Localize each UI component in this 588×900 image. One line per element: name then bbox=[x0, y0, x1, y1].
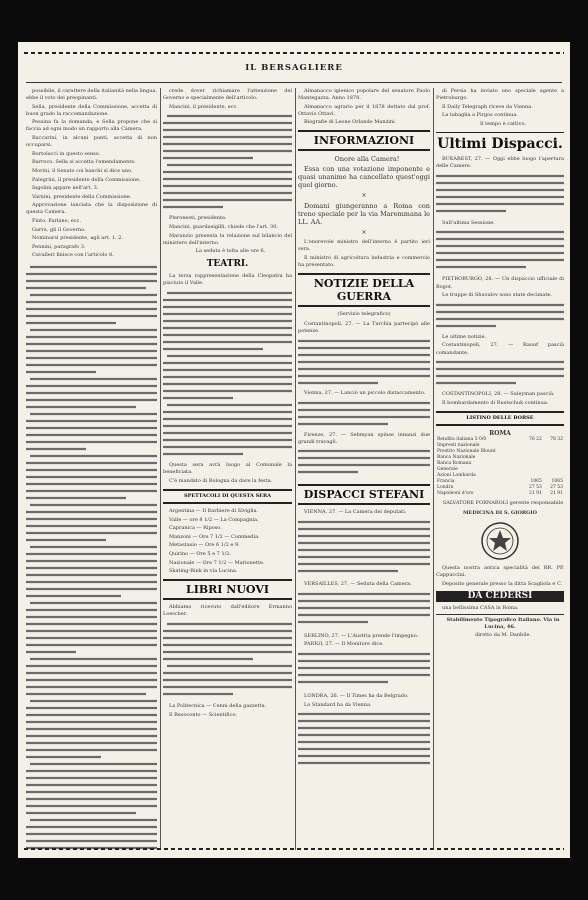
table-cell: 78 32 bbox=[550, 437, 563, 443]
table-cell: 27 53 bbox=[529, 485, 542, 491]
paragraph: COSTANTINOPOLI, 28. — Suleyman pascià. bbox=[442, 391, 555, 398]
body-text-lines bbox=[298, 650, 430, 690]
body-text-lines bbox=[436, 358, 564, 388]
show-item: Argentina — Il Barbiere di Siviglia. bbox=[169, 508, 259, 514]
paragraph: di Persia ha inviato uno speciale agente a Pietroburgo. bbox=[436, 88, 564, 102]
paragraph: C'è mandato di Bologna da dare la festa. bbox=[169, 477, 273, 484]
paragraph: Maranzio presenta la relazione sul bilancio del ministero dell'interno. bbox=[163, 232, 292, 246]
body-text-lines bbox=[298, 518, 430, 578]
shows-heading: SPETTACOLI DI QUESTA SERA bbox=[163, 489, 292, 504]
war-news-subtitle: (Servizio telegrafico) bbox=[337, 311, 391, 318]
paragraph: Vienna, 27. — Lanciò un piccolo distaccamento. bbox=[304, 389, 426, 396]
paragraph: Mancini, il presidente, ecc. bbox=[169, 103, 238, 110]
table-cell: Prestito Nazionale Blount bbox=[437, 449, 496, 455]
paragraph: Lo Standard ha da Vienna. bbox=[304, 701, 372, 708]
perforation-edge bbox=[24, 844, 564, 854]
paragraph: Questa sera avrà luogo al Comunale la beneficiata. bbox=[163, 462, 292, 476]
separator: × bbox=[361, 229, 367, 237]
paragraph: Questa nostra antica specialità dei RR. PP. Cappuccini. bbox=[436, 565, 564, 579]
table-cell: 76 22 bbox=[529, 437, 542, 443]
table-cell: Rendita italiana 5 0/0 bbox=[437, 437, 487, 443]
masthead bbox=[18, 60, 570, 78]
body-text-lines bbox=[26, 263, 157, 850]
paragraph: Barroco. Sella si accetta l'emendamento. bbox=[32, 159, 136, 166]
table-cell: Impresti nazionale bbox=[437, 443, 480, 449]
masthead-title: IL BERSAGLIERE bbox=[245, 63, 343, 73]
show-item: Skating-Rink in via Lucina. bbox=[169, 568, 238, 575]
paragraph: Pennini, paragrafo 3. bbox=[32, 243, 86, 250]
show-item: Valle — ore 8 1/2 — La Compagnia. bbox=[169, 516, 259, 523]
body-text-lines bbox=[163, 112, 292, 212]
table-cell: Francia bbox=[437, 479, 455, 485]
paragraph: Costantinopoli, 27. — Raouf pascià comandante. bbox=[436, 342, 564, 356]
body-text-lines bbox=[298, 337, 430, 387]
show-item: Manzoni — Ore 7 1/2 — Commedia. bbox=[169, 533, 260, 540]
show-item: Nazionale — Ore 7 1/2 — Marionette. bbox=[169, 559, 265, 566]
paragraph: BUKAREST, 27. — Oggi ebbe luogo l'apertura delle Camere. bbox=[436, 155, 564, 170]
information-heading: INFORMAZIONI bbox=[298, 130, 430, 151]
table-cell: 27 53 bbox=[550, 485, 563, 491]
rent-heading: DA CEDERSI bbox=[436, 591, 564, 602]
paragraph: VERSAILLES, 27. — Seduta della Camera. bbox=[304, 581, 412, 588]
exchange-table bbox=[436, 437, 564, 497]
lead-paragraph: Domani giungeranno a Roma con treno speciale per la via Maremmana le LL. AA. bbox=[298, 202, 430, 227]
paragraph: Almanacco igienico popolare del senatore Paolo Mantegazza. Anno 1878. bbox=[298, 88, 430, 102]
paragraph: Costantinopoli, 27. — La Turchia partecipò alle potenze. bbox=[298, 321, 430, 335]
paragraph: Sella, presidente della Commissione, accetta di buon grado la raccomandazione. bbox=[26, 103, 157, 117]
lead-paragraph: Essa con una votazione imponente e quasi unanime ha cancellato quest'oggi quel giorno. bbox=[298, 164, 430, 189]
paragraph: Nominarsi presidente, agli art. 1. 2. bbox=[32, 235, 123, 242]
body-text-lines bbox=[298, 710, 430, 770]
paragraph: Il Resoconto — Scientifico. bbox=[169, 711, 237, 718]
paragraph: Pleronesti, presidente. bbox=[169, 215, 227, 222]
paragraph: LONDRA, 26. — Il Times ha da Belgrado. bbox=[304, 693, 409, 700]
paragraph: Bortolacci in questo senso. bbox=[32, 150, 101, 157]
show-item: Quirino — Ore 5 e 7 1/2. bbox=[169, 550, 232, 557]
table-cell: Generale bbox=[437, 467, 458, 473]
printer-line: Stabilimento Tipografico Italiano. Via in Lucina, 46. bbox=[436, 614, 564, 631]
body-text-lines bbox=[436, 228, 564, 273]
body-text-lines bbox=[298, 447, 430, 477]
table-cell: 21 91 bbox=[550, 491, 563, 497]
table-cell: 21 91 bbox=[529, 491, 542, 497]
paragraph: Mancini, guardasigilli, chiede che l'art. 30. bbox=[169, 223, 279, 230]
table-cell: 1065 bbox=[530, 479, 542, 485]
table-row bbox=[436, 491, 564, 497]
column-rule bbox=[160, 88, 161, 850]
stefani-dispatches-heading: DISPACCI STEFANI bbox=[298, 484, 430, 505]
paragraph: Ingolini appare nell'art. 3. bbox=[32, 185, 99, 192]
table-cell: Azioni Lombarda bbox=[437, 473, 476, 479]
seal-icon bbox=[480, 521, 520, 561]
paragraph: PARIGI, 27. — Il Monitore dice. bbox=[304, 641, 384, 648]
paragraph: Il bombardamento di Rustschuk continua. bbox=[442, 399, 549, 406]
paragraph: crede dover richiamare l'attenzione del Governo e specialmente dell'articolo. bbox=[163, 88, 292, 102]
paragraph: La tabaglia a Pirgos continua. bbox=[442, 112, 518, 119]
manager-line: SALVATORE FORNAROLI gerente responsabile bbox=[442, 500, 564, 507]
paragraph: Approvazione lanciata che la disposizione di questa Camera. bbox=[26, 202, 157, 216]
theatre-heading: TEATRI. bbox=[206, 259, 249, 270]
column-2 bbox=[163, 88, 292, 850]
paragraph: Palegrini, il presidente della Commissione. bbox=[32, 176, 141, 183]
paragraph: Abbiamo ricevuto dall'editore Ermanno Loescher. bbox=[163, 604, 292, 618]
table-cell: Banca Nazionale bbox=[437, 455, 476, 461]
paragraph: Le ultime notizie. bbox=[442, 333, 487, 340]
column-4 bbox=[436, 88, 564, 850]
war-news-heading: NOTIZIE DELLA GUERRA bbox=[298, 273, 430, 307]
paragraph: Sull'ultima Sessione. bbox=[442, 219, 495, 226]
exchange-city: ROMA bbox=[489, 429, 511, 437]
latest-dispatches-heading: Ultimi Dispacci. bbox=[436, 132, 564, 153]
paragraph: La terza rappresentazione della Cleopatra ha piaciuto il Valle. bbox=[163, 273, 292, 287]
perforation-edge bbox=[24, 48, 564, 58]
books-heading: LIBRI NUOVI bbox=[163, 579, 292, 600]
medicine-heading: MEDICINA DI S. GIORGIO bbox=[463, 510, 537, 517]
paragraph: Il ministro di agricoltura industria e commercio ha presentato. bbox=[298, 254, 430, 268]
table-cell: Banca Romana bbox=[437, 461, 472, 467]
paragraph: Varnini, presidente della Commissione. bbox=[32, 193, 132, 200]
separator: × bbox=[361, 191, 367, 199]
paragraph: Morini, il Senato coi banchi si dice uno. bbox=[32, 167, 133, 174]
paragraph: possibile, il carattere della italianità nella lingua, ebbe il voto dei preopinanti. bbox=[26, 88, 157, 102]
show-item: Metastasio — Ore 6 1/2 e 9. bbox=[169, 542, 240, 549]
paragraph: Firenze, 27. — Sebmyan spinse innanzi due grandi travagli. bbox=[298, 431, 430, 445]
body-text-lines bbox=[163, 289, 292, 459]
table-cell: Napoleoni d'oro bbox=[437, 491, 474, 497]
body-text-lines bbox=[163, 620, 292, 700]
paragraph: Il tempo è cattivo. bbox=[480, 120, 526, 127]
paragraph: PIETROBURGO, 28. — Un dispaccio ufficiale di Bogot. bbox=[436, 276, 564, 290]
paragraph: La seduta è tolta alle ore 6. bbox=[195, 248, 266, 255]
body-text-lines bbox=[298, 399, 430, 429]
column-1 bbox=[26, 88, 157, 850]
paragraph: Le truppe di Shuvalov sono state decimate. bbox=[442, 292, 552, 299]
paragraph: SERLINO, 27. — L'Austria prende l'impegno. bbox=[304, 632, 419, 639]
paragraph: Baccarini, in alcuni punti, accetta di non occuparsi. bbox=[26, 135, 157, 149]
paragraph: Pessina fa la domanda, e Sella propone che si faccia ad ogni modo un rapporto alla Camera. bbox=[26, 119, 157, 133]
printer-director: diretto da M. Danbile. bbox=[475, 632, 531, 639]
exchange-heading: LISTINO DELLE BORSE bbox=[436, 411, 564, 426]
column-rule bbox=[433, 88, 434, 850]
paragraph: Il Daily Telegraph riceve da Vienna. bbox=[442, 103, 533, 110]
paragraph: Cavalleri finisce con l'articolo 8. bbox=[32, 252, 114, 259]
paragraph: VIENNA, 27. — La Camera dei deputati. bbox=[304, 509, 407, 516]
paragraph: Biografie di Leone Orlando Manzini. bbox=[304, 119, 397, 126]
body-text-lines bbox=[298, 590, 430, 630]
paragraph: Garra, gli il Governo. bbox=[32, 226, 86, 233]
paragraph: L'onorevole ministro dell'interno è partito ieri sera. bbox=[298, 239, 430, 253]
column-3 bbox=[298, 88, 430, 850]
column-rule bbox=[295, 88, 296, 850]
table-cell: Londra bbox=[437, 485, 454, 491]
paragraph: una bellissima CASA in Roma. bbox=[442, 605, 519, 612]
body-text-lines bbox=[436, 301, 564, 331]
show-item: Capranica — Riposo. bbox=[169, 525, 222, 532]
lead-paragraph: Onore alla Camera! bbox=[334, 155, 400, 164]
paragraph: La Politecnica — Cenni della gazzetta. bbox=[169, 703, 267, 710]
newspaper-page bbox=[18, 42, 570, 858]
paragraph: Deposito generale presso la ditta Scagliola e C. bbox=[442, 580, 563, 587]
paragraph: Almanacco agrario per il 1878 dettato dal prof. Ottavio Ottavi. bbox=[298, 103, 430, 117]
body-text-lines bbox=[436, 172, 564, 217]
table-cell: 1065 bbox=[551, 479, 563, 485]
paragraph: Pinto. Parlano, ecc. bbox=[32, 218, 81, 224]
masthead-rule bbox=[26, 82, 562, 83]
